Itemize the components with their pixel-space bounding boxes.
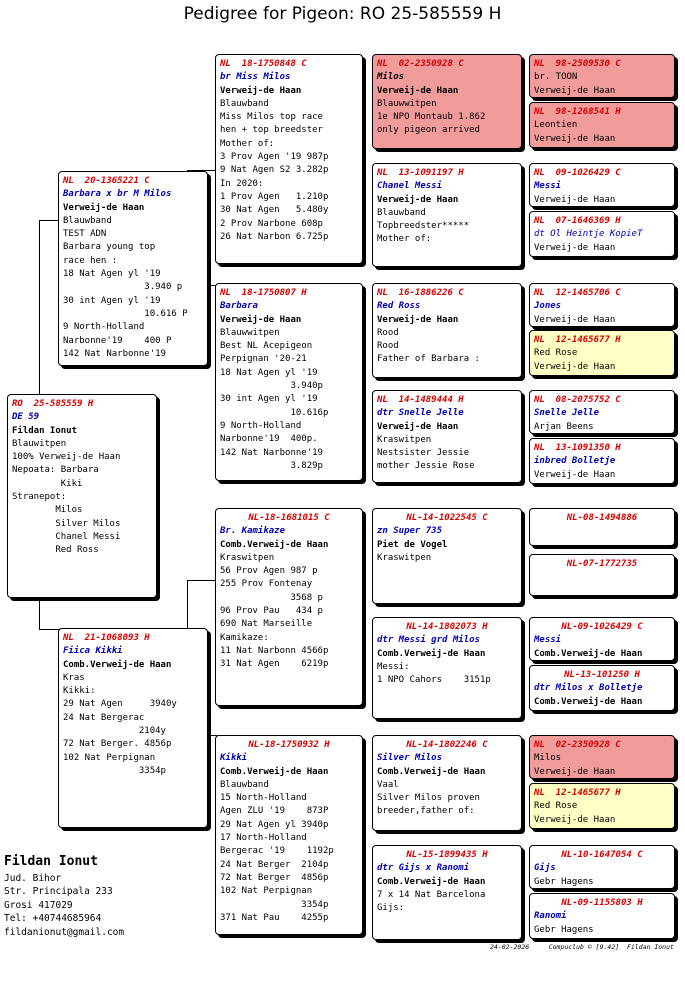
- pigeon-name: Gijs: [534, 863, 556, 874]
- pigeon-name: Messi: [534, 635, 562, 646]
- pigeon-card-gg-grandparent[interactable]: [529, 54, 675, 98]
- info-line: 3.940p: [220, 381, 323, 392]
- breeder: Comb.Verweij-de Haan: [377, 766, 486, 777]
- info-line: 371 Nat Pau 4255p: [220, 912, 329, 923]
- breeder: Gebr Hagens: [534, 924, 594, 935]
- info-line: Barbara young top: [63, 242, 156, 253]
- info-line: 3 Prov Agen '19 987p: [220, 152, 329, 163]
- info-line: 3354p: [63, 765, 166, 776]
- owner-email[interactable]: fildanionut@gmail.com: [4, 926, 125, 938]
- breeder: Verweij-de Haan: [534, 194, 616, 205]
- info-line: Narbonne'19 400p.: [220, 434, 318, 445]
- ring-number: NL-13-101250 H: [564, 670, 640, 680]
- pigeon-card-gg-grandparent[interactable]: [529, 554, 675, 596]
- pigeon-name: Br. Kamikaze: [220, 526, 286, 537]
- info-line: 2104y: [63, 726, 166, 737]
- info-line: Kamikaze:: [220, 632, 269, 643]
- info-line: Father of Barbara :: [377, 354, 480, 365]
- info-line: 26 Nat Narbon 6.725p: [220, 231, 329, 242]
- pigeon-card-great-grandparent[interactable]: [372, 845, 522, 940]
- pigeon-name: dtr Gijs x Ranomi: [377, 863, 470, 874]
- info-line: 142 Nat Narbonne'19: [63, 348, 166, 359]
- pigeon-name: br. TOON: [534, 72, 578, 83]
- pigeon-card-great-grandparent[interactable]: [372, 617, 522, 719]
- ring-number: NL-07-1772735: [566, 559, 638, 569]
- pigeon-name: dtr Snelle Jelle: [377, 408, 464, 419]
- info-line: 3354p: [220, 899, 329, 910]
- info-line: 9 Nat Agen S2 3.282p: [220, 165, 329, 176]
- info-line: 1e NPO Montaub 1.862: [377, 112, 486, 123]
- info-line: Blauwband: [377, 207, 426, 218]
- pigeon-name: br Miss Milos: [220, 72, 291, 83]
- info-line: Kras: [63, 672, 85, 683]
- info-line: Blauwband: [63, 215, 112, 226]
- ring-number: NL 13-1091350 H: [534, 443, 621, 453]
- info-line: 10.616p: [220, 407, 329, 418]
- info-line: 72 Nat Berger 4856p: [220, 872, 329, 883]
- info-line: Mother of:: [377, 234, 432, 245]
- pigeon-card-great-grandparent[interactable]: [372, 390, 522, 483]
- breeder: Comb.Verweij-de Haan: [534, 696, 643, 707]
- ring-number: NL-18-1750932 H: [248, 740, 330, 750]
- info-line: Milos: [12, 505, 83, 516]
- pigeon-name: Barbara x br M Milos: [63, 189, 172, 200]
- breeder: Verweij-de Haan: [534, 314, 616, 325]
- breeder: Verweij-de Haan: [220, 85, 302, 96]
- info-line: 15 North-Holland: [220, 793, 307, 804]
- pigeon-card-great-grandparent[interactable]: [372, 735, 522, 831]
- pigeon-card-sire[interactable]: [58, 171, 208, 366]
- pigeon-card-gg-grandparent[interactable]: [529, 102, 675, 148]
- info-line: Kiki: [12, 478, 83, 489]
- pigeon-card-dam[interactable]: [58, 628, 208, 828]
- pigeon-name: Milos: [534, 753, 562, 764]
- owner-info: [4, 852, 124, 939]
- owner-line: Str. Principala 233: [4, 886, 113, 898]
- info-line: Blauwitpen: [12, 438, 67, 449]
- breeder: Verweij-de Haan: [534, 133, 616, 144]
- info-line: Mother of:: [220, 138, 275, 149]
- info-line: Rood: [377, 341, 399, 352]
- pigeon-card-gg-grandparent[interactable]: [529, 211, 675, 257]
- pigeon-card-great-grandparent[interactable]: [372, 54, 522, 149]
- ring-number: NL 13-1091197 H: [377, 168, 464, 178]
- info-line: 3568 p: [220, 592, 323, 603]
- ring-number: NL-10-1647054 C: [561, 850, 643, 860]
- pigeon-card-gg-grandparent[interactable]: [529, 735, 675, 779]
- ring-number: NL 21-1068093 H: [63, 633, 150, 643]
- connector-line: [187, 580, 217, 581]
- ring-number: NL 20-1365221 C: [63, 176, 150, 186]
- info-line: Messi:: [377, 661, 410, 672]
- ring-number: NL-15-1899435 H: [406, 850, 488, 860]
- pigeon-name: Red Rose: [534, 348, 578, 359]
- pigeon-name: zn Super 735: [377, 526, 443, 537]
- breeder: Comb.Verweij-de Haan: [220, 539, 329, 550]
- breeder: Verweij-de Haan: [377, 194, 459, 205]
- breeder: Verweij-de Haan: [377, 85, 459, 96]
- info-line: Rood: [377, 327, 399, 338]
- info-line: 255 Prov Fontenay: [220, 579, 313, 590]
- info-line: 11 Nat Narbonn 4566p: [220, 645, 329, 656]
- info-line: 1 NPO Cahors 3151p: [377, 675, 491, 686]
- ring-number: NL-09-1026429 C: [561, 622, 643, 632]
- info-line: race hen :: [63, 255, 118, 266]
- owner-line: Tel: +40744685964: [4, 913, 102, 925]
- breeder: Verweij-de Haan: [534, 361, 616, 372]
- breeder: Comb.Verweij-de Haan: [220, 766, 329, 777]
- info-line: Kikki:: [63, 686, 96, 697]
- info-line: Kraswitpen: [377, 434, 432, 445]
- info-line: 29 Nat Agen yl 3940p: [220, 819, 329, 830]
- owner-line: Jud. Bihor: [4, 873, 62, 884]
- pigeon-name: Kikki: [220, 753, 248, 764]
- breeder: Piet de Vogel: [377, 539, 448, 550]
- breeder: Verweij-de Haan: [534, 814, 616, 825]
- pigeon-card-great-grandparent[interactable]: [372, 508, 522, 604]
- pigeon-name: Leontien: [534, 120, 578, 131]
- pigeon-name: Barbara: [220, 301, 258, 312]
- info-line: 142 Nat Narbonne'19: [220, 447, 323, 458]
- info-line: only pigeon arrived: [377, 125, 480, 136]
- pigeon-card-gg-grandparent[interactable]: [529, 438, 675, 484]
- info-line: Red Ross: [12, 545, 99, 556]
- info-line: 18 Nat Agen yl '19: [220, 367, 318, 378]
- info-line: Chanel Messi: [12, 531, 121, 542]
- pigeon-card-gg-grandparent[interactable]: [529, 390, 675, 434]
- pigeon-card-grandparent[interactable]: [215, 508, 363, 706]
- pigeon-name: Chanel Messi: [377, 181, 443, 192]
- ring-number: NL 02-2350928 C: [377, 59, 464, 69]
- info-line: Perpignan '20-21: [220, 354, 307, 365]
- pigeon-card-gg-grandparent[interactable]: [529, 330, 675, 376]
- pigeon-card-gg-grandparent[interactable]: [529, 665, 675, 711]
- ring-number: NL 07-1646369 H: [534, 216, 621, 226]
- page-title: Pedigree for Pigeon: RO 25-585559 H: [183, 4, 502, 24]
- info-line: Topbreedster*****: [377, 221, 470, 232]
- breeder: Fildan Ionut: [12, 425, 78, 436]
- breeder: Verweij-de Haan: [377, 421, 459, 432]
- ring-number: NL 18-1750807 H: [220, 288, 307, 298]
- info-line: Bergerac '19 1192p: [220, 846, 334, 857]
- breeder: Verweij-de Haan: [63, 202, 145, 213]
- ring-number: NL 09-1026429 C: [534, 168, 621, 178]
- pigeon-card-gg-grandparent[interactable]: [529, 783, 675, 829]
- ring-number: NL 12-1465677 H: [534, 788, 621, 798]
- info-line: Narbonne'19 400 P: [63, 335, 172, 346]
- pigeon-name: Silver Milos: [377, 753, 443, 764]
- info-line: 96 Prov Pau 434 p: [220, 606, 323, 617]
- ring-number: NL-14-1022545 C: [406, 513, 488, 523]
- connector-line: [39, 220, 40, 398]
- info-line: Silver Milos proven: [377, 793, 480, 804]
- ring-number: NL-14-1802246 C: [406, 740, 488, 750]
- info-line: 18 Nat Agen yl '19: [63, 269, 161, 280]
- pigeon-card-great-grandparent[interactable]: [372, 163, 522, 267]
- info-line: Blauwband: [220, 779, 269, 790]
- info-line: mother Jessie Rose: [377, 461, 475, 472]
- ring-number: NL 12-1465677 H: [534, 335, 621, 345]
- info-line: TEST ADN: [63, 229, 107, 240]
- info-line: 690 Nat Marseille: [220, 619, 313, 630]
- breeder: Verweij-de Haan: [534, 242, 616, 253]
- breeder: Comb.Verweij-de Haan: [63, 659, 172, 670]
- ring-number: NL 14-1489444 H: [377, 395, 464, 405]
- info-line: Nestsister Jessie: [377, 448, 470, 459]
- info-line: 24 Nat Berger 2104p: [220, 859, 329, 870]
- info-line: Agen ZLU '19 873P: [220, 806, 329, 817]
- info-line: 30 Nat Agen 5.480y: [220, 205, 329, 216]
- pigeon-card-gg-grandparent[interactable]: [529, 283, 675, 327]
- pigeon-name: Jones: [534, 301, 562, 312]
- breeder: Verweij-de Haan: [534, 85, 616, 96]
- info-line: Nepoata: Barbara: [12, 465, 99, 476]
- owner-line: Grosi 417029: [4, 899, 73, 911]
- info-line: 7 x 14 Nat Barcelona: [377, 889, 486, 900]
- info-line: 30 int Agen yl '19: [63, 295, 161, 306]
- breeder: Verweij-de Haan: [534, 469, 616, 480]
- pigeon-name: inbred Bolletje: [534, 456, 616, 467]
- info-line: 56 Prov Agen 987 p: [220, 566, 318, 577]
- ring-number: NL-14-1802073 H: [406, 622, 488, 632]
- pigeon-name: Milos: [377, 72, 405, 83]
- info-line: 9 North-Holland: [220, 420, 302, 431]
- pigeon-card-grandparent[interactable]: [215, 54, 363, 264]
- info-line: 3.940 p: [63, 282, 183, 293]
- info-line: Best NL Acepigeon: [220, 341, 313, 352]
- info-line: Blauwband: [220, 98, 269, 109]
- pigeon-name: Messi: [534, 181, 562, 192]
- breeder: Comb.Verweij-de Haan: [534, 648, 643, 659]
- pigeon-card-gg-grandparent[interactable]: [529, 893, 675, 939]
- info-line: Gijs:: [377, 903, 405, 914]
- info-line: Miss Milos top race: [220, 112, 323, 123]
- pigeon-name: dtr Milos x Bolletje: [534, 683, 643, 694]
- ring-number: NL-18-1681015 C: [248, 513, 330, 523]
- info-line: 102 Nat Perpignan: [63, 752, 156, 763]
- pigeon-card-subject[interactable]: [7, 394, 157, 598]
- pigeon-name: dtr Messi grd Milos: [377, 635, 480, 646]
- info-line: Kraswitpen: [220, 552, 275, 563]
- pigeon-card-gg-grandparent[interactable]: [529, 617, 675, 661]
- info-line: 100% Verweij-de Haan: [12, 452, 121, 463]
- info-line: In 2020:: [220, 178, 264, 189]
- pigeon-name: Red Ross: [377, 301, 421, 312]
- owner-name: Fildan Ionut: [4, 854, 98, 869]
- info-line: Blauwwitpen: [220, 327, 280, 338]
- info-line: Blauwwitpen: [377, 98, 437, 109]
- info-line: 102 Nat Perpignan: [220, 886, 313, 897]
- pigeon-card-grandparent[interactable]: [215, 283, 363, 481]
- pigeon-name: Fiica Kikki: [63, 646, 123, 657]
- ring-number: NL-08-1494886: [566, 513, 638, 523]
- info-line: Kraswitpen: [377, 552, 432, 563]
- pigeon-name: Red Rose: [534, 801, 578, 812]
- breeder: Arjan Beens: [534, 421, 594, 432]
- ring-number: NL 08-2075752 C: [534, 395, 621, 405]
- breeder: Verweij-de Haan: [534, 766, 616, 777]
- breeder: Gebr Hagens: [534, 876, 594, 887]
- pigeon-card-gg-grandparent[interactable]: [529, 163, 675, 207]
- ring-number: NL 16-1886226 C: [377, 288, 464, 298]
- pigeon-card-grandparent[interactable]: [215, 735, 363, 935]
- pigeon-card-gg-grandparent[interactable]: [529, 508, 675, 546]
- info-line: Stranepot:: [12, 492, 67, 503]
- info-line: 9 North-Holland: [63, 322, 145, 333]
- pigeon-name: DE 59: [12, 412, 40, 423]
- info-line: 29 Nat Agen 3940y: [63, 699, 177, 710]
- info-line: 72 Nat Berger. 4856p: [63, 739, 172, 750]
- ring-number: RO 25-585559 H: [12, 399, 94, 409]
- info-line: breeder,father of:: [377, 806, 475, 817]
- footer-credits: 24-02-2026 Compuclub © [9.42] Fildan Ionut: [490, 943, 674, 951]
- pigeon-name: Ranomi: [534, 911, 567, 922]
- breeder: Verweij-de Haan: [377, 314, 459, 325]
- info-line: 2 Prov Narbone 608p: [220, 218, 323, 229]
- ring-number: NL 12-1465706 C: [534, 288, 621, 298]
- breeder: Comb.Verweij-de Haan: [377, 876, 486, 887]
- info-line: 3.829p: [220, 460, 323, 471]
- info-line: 1 Prov Agen 1.210p: [220, 191, 329, 202]
- breeder: Comb.Verweij-de Haan: [377, 648, 486, 659]
- info-line: 17 North-Holland: [220, 833, 307, 844]
- ring-number: NL-09-1155803 H: [561, 898, 643, 908]
- info-line: 31 Nat Agen 6219p: [220, 659, 329, 670]
- breeder: Verweij-de Haan: [220, 314, 302, 325]
- ring-number: NL 98-1268541 H: [534, 107, 621, 117]
- info-line: hen + top breedster: [220, 125, 323, 136]
- info-line: 30 int Agen yl '19: [220, 394, 318, 405]
- ring-number: NL 02-2350928 C: [534, 740, 621, 750]
- info-line: 24 Nat Bergerac: [63, 712, 145, 723]
- info-line: 10.616 P: [63, 308, 188, 319]
- pigeon-name: Snelle Jelle: [534, 408, 600, 419]
- pigeon-card-great-grandparent[interactable]: [372, 283, 522, 378]
- connector-line: [39, 597, 40, 629]
- ring-number: NL 18-1750848 C: [220, 59, 307, 69]
- pigeon-card-gg-grandparent[interactable]: [529, 845, 675, 889]
- ring-number: NL 98-2509530 C: [534, 59, 621, 69]
- info-line: Silver Milos: [12, 518, 121, 529]
- pigeon-name: dt Ol Heintje KopieT: [534, 229, 643, 240]
- info-line: Vaal: [377, 779, 399, 790]
